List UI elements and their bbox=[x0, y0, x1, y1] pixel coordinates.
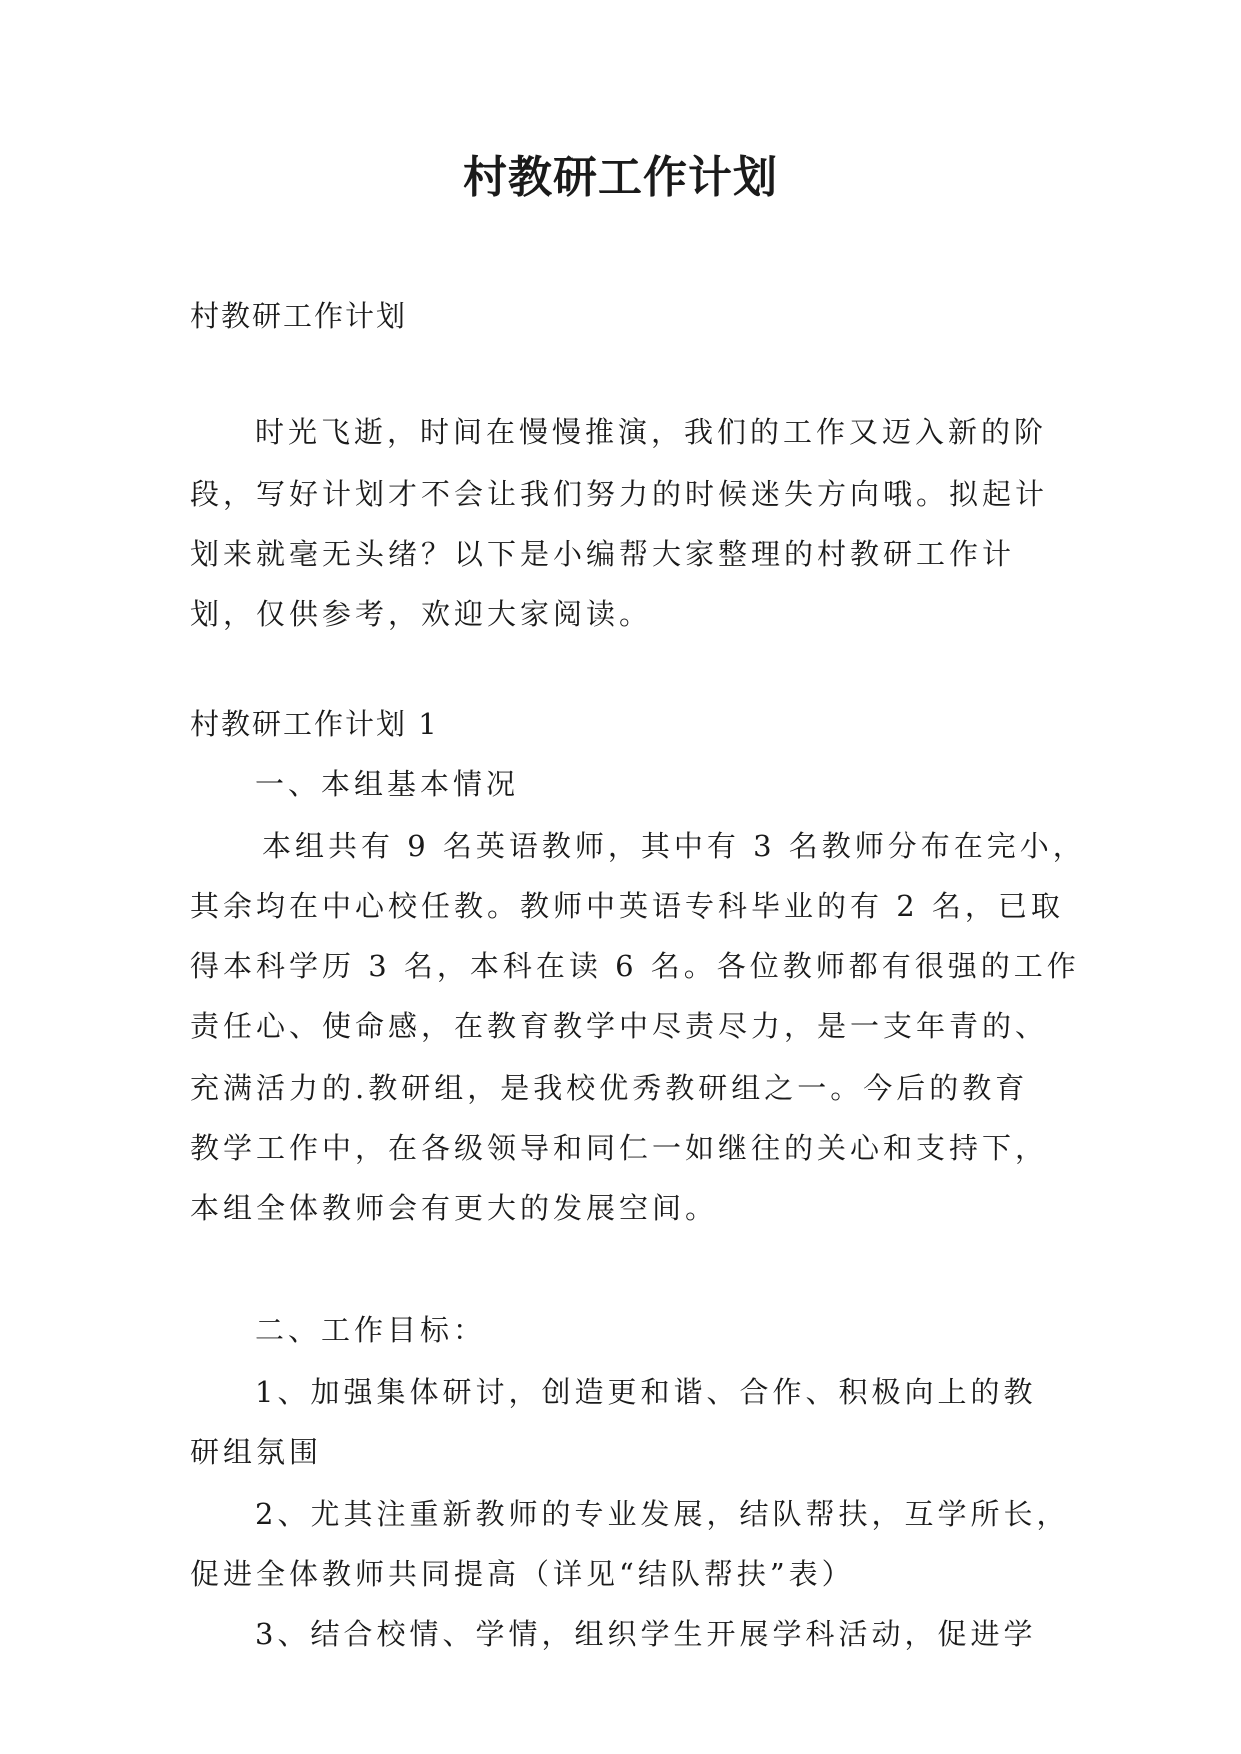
document-subtitle: 村教研工作计划 bbox=[190, 299, 408, 333]
paragraph-line: 本组全体教师会有更大的发展空间。 bbox=[190, 1191, 719, 1225]
paragraph-line: 划，仅供参考，欢迎大家阅读。 bbox=[190, 597, 653, 631]
paragraph-line: 责任心、使命感，在教育教学中尽责尽力，是一支年青的、 bbox=[190, 1009, 1049, 1043]
paragraph-line: 得本科学历 3 名，本科在读 6 名。各位教师都有很强的工作 bbox=[190, 949, 1080, 983]
section-heading: 二、工作目标： bbox=[255, 1313, 487, 1347]
paragraph-line: 1、加强集体研讨，创造更和谐、合作、积极向上的教 bbox=[255, 1375, 1037, 1409]
section-title: 村教研工作计划 1 bbox=[190, 707, 439, 741]
paragraph-line: 3、结合校情、学情，组织学生开展学科活动，促进学 bbox=[255, 1617, 1037, 1651]
document-title: 村教研工作计划 bbox=[463, 152, 778, 203]
paragraph-line: 研组氛围 bbox=[190, 1435, 323, 1469]
paragraph-line: 时光飞逝，时间在慢慢推演，我们的工作又迈入新的阶 bbox=[255, 415, 1048, 449]
paragraph-line: 划来就毫无头绪？以下是小编帮大家整理的村教研工作计 bbox=[190, 537, 1016, 571]
paragraph-line: 其余均在中心校任教。教师中英语专科毕业的有 2 名，已取 bbox=[190, 889, 1064, 923]
paragraph-line: 2、尤其注重新教师的专业发展，结队帮扶，互学所长， bbox=[255, 1497, 1070, 1531]
paragraph-line: 充满活力的.教研组，是我校优秀教研组之一。今后的教育 bbox=[190, 1071, 1029, 1105]
paragraph-line: 本组共有 9 名英语教师，其中有 3 名教师分布在完小， bbox=[262, 829, 1086, 863]
section-heading: 一、本组基本情况 bbox=[255, 767, 520, 801]
paragraph-line: 教学工作中，在各级领导和同仁一如继往的关心和支持下， bbox=[190, 1131, 1049, 1165]
paragraph-line: 促进全体教师共同提高（详见“结队帮扶”表） bbox=[190, 1557, 855, 1591]
paragraph-line: 段，写好计划才不会让我们努力的时候迷失方向哦。拟起计 bbox=[190, 477, 1049, 511]
